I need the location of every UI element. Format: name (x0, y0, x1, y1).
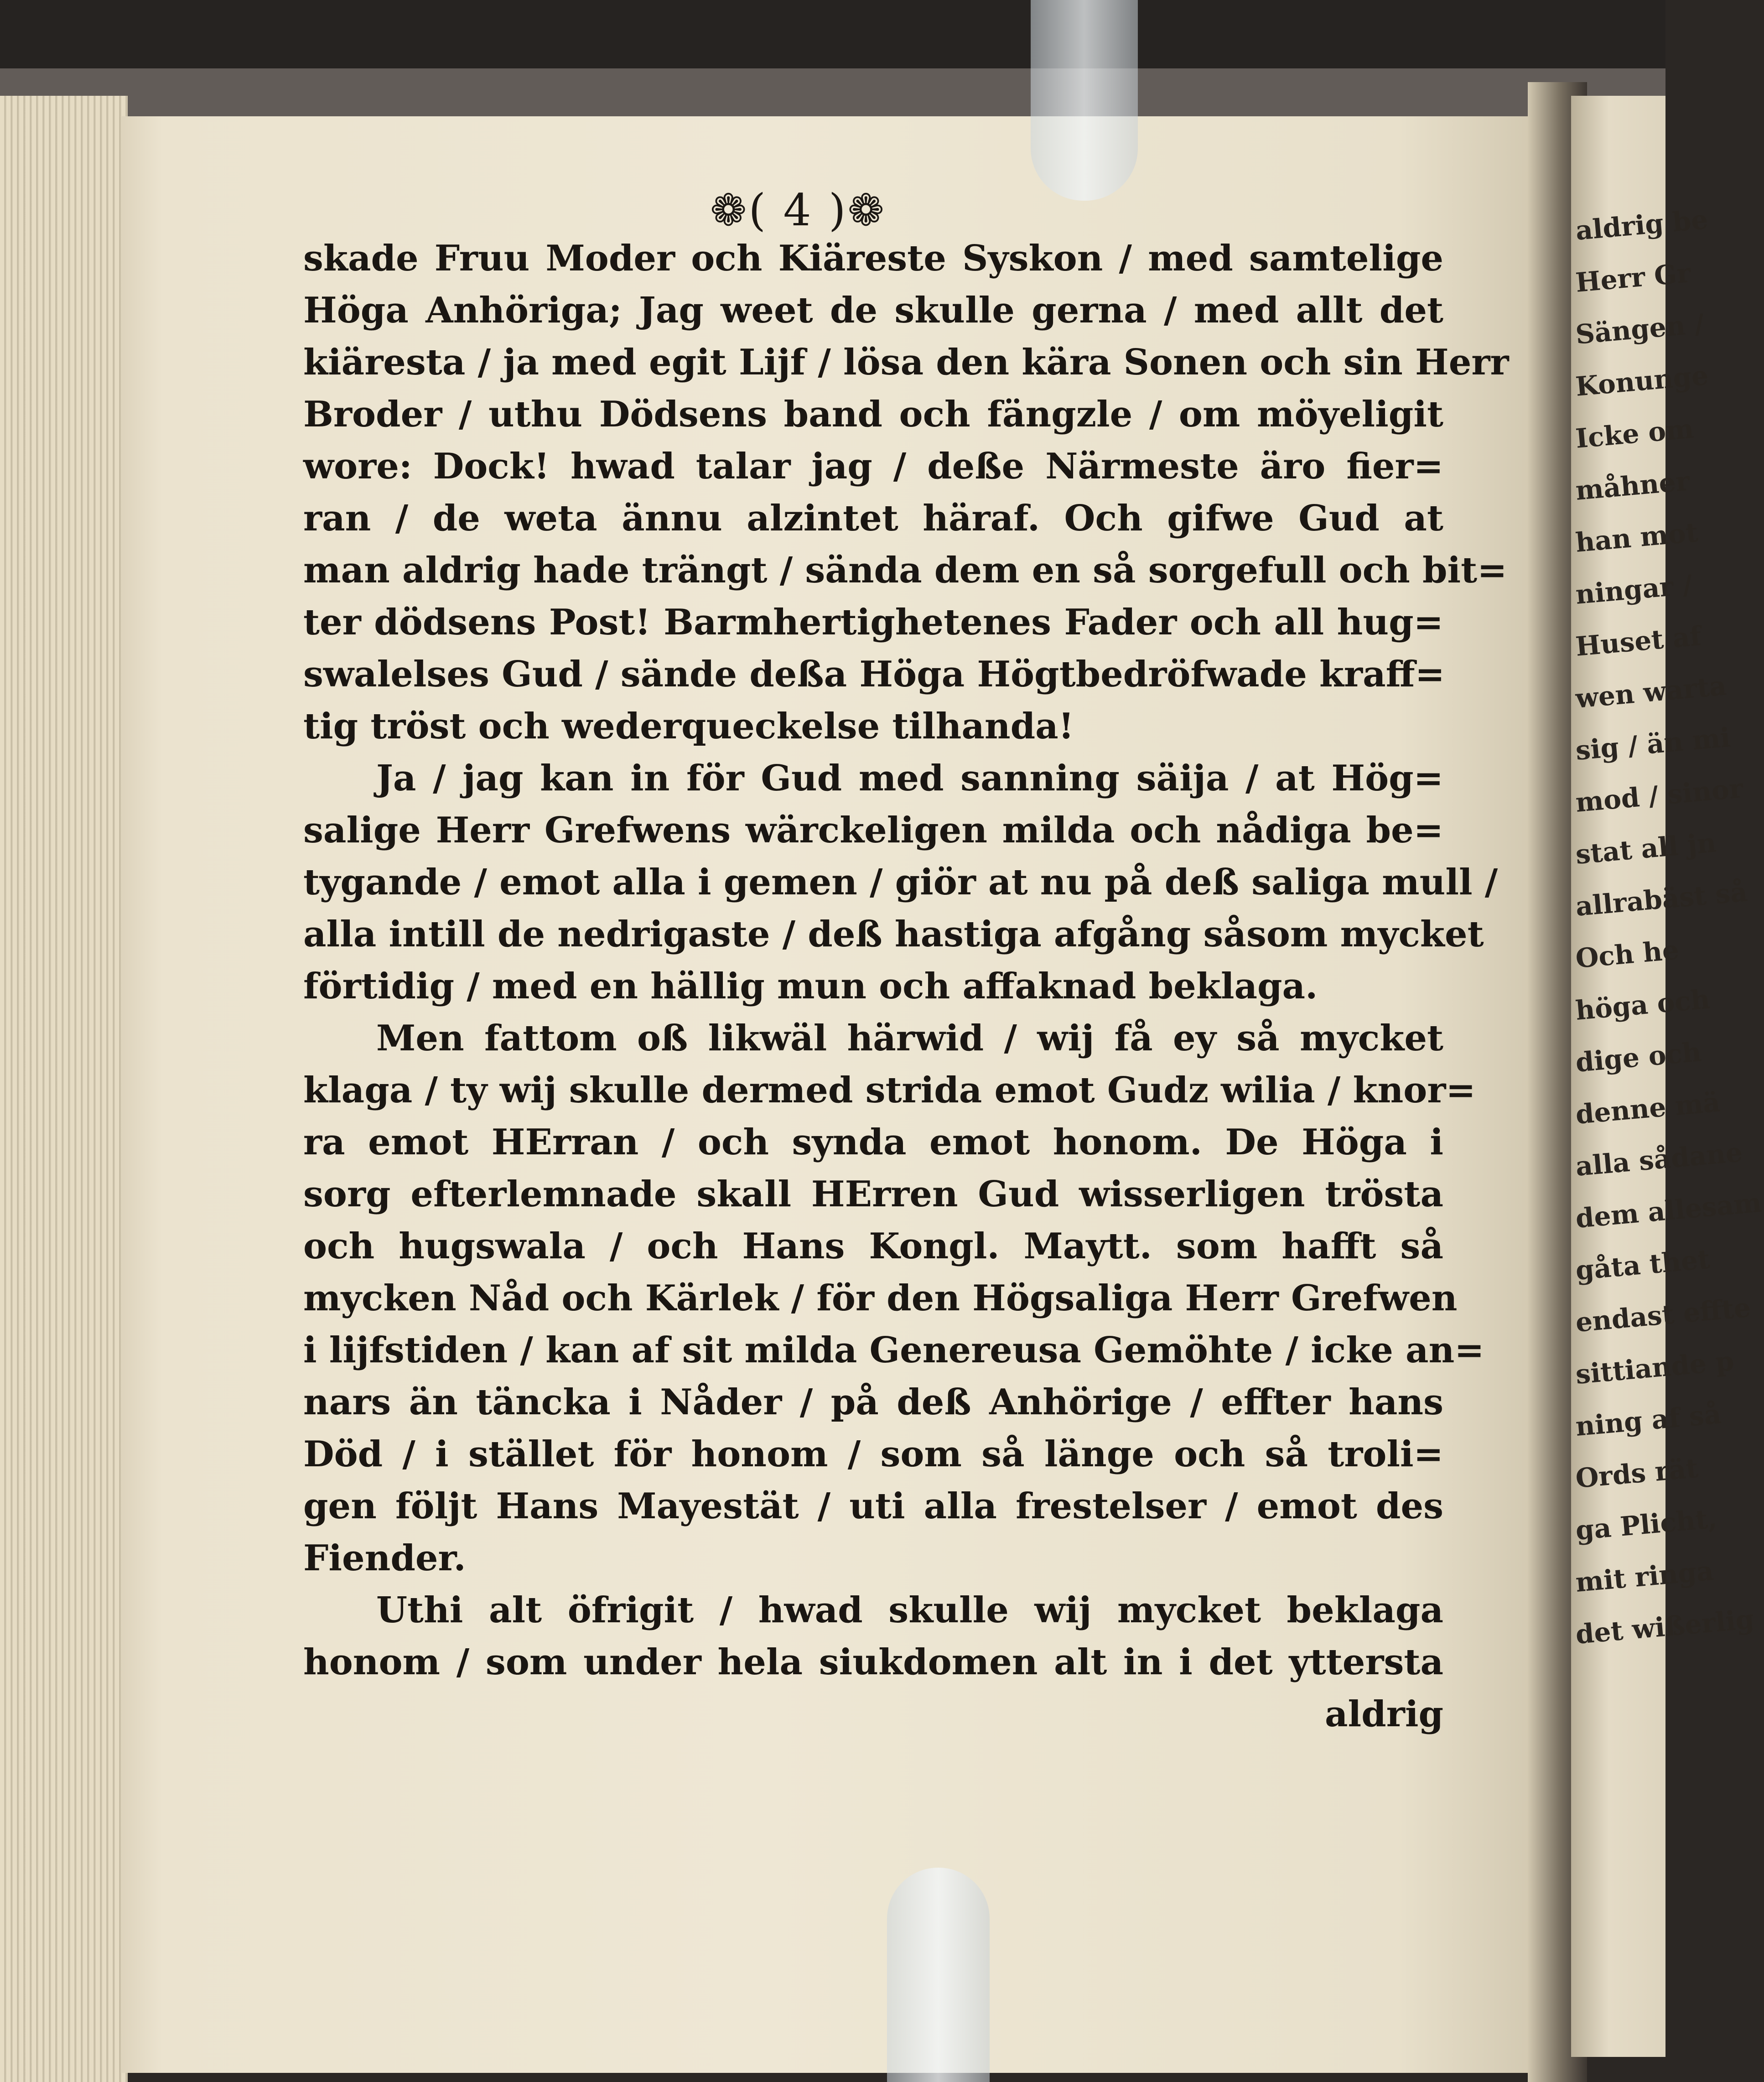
adjacent-line: ga Plicht, (1574, 1503, 1718, 1546)
adjacent-line: allrabäst så (1574, 876, 1749, 922)
text-line: wore: Dock! hwad talar jag / deße Närmeste äro fier= (303, 446, 1443, 487)
adjacent-line: Och he (1574, 934, 1681, 974)
text-line: och hugswala / och Hans Kongl. Maytt. som hafft så (303, 1225, 1443, 1267)
text-line: Fiender. (303, 1537, 466, 1579)
book-cover-edge (0, 68, 1665, 119)
text-line: kiäresta / ja med egit Lijf / lösa den kära Sonen och sin Herr (303, 342, 1509, 383)
text-line: Höga Anhöriga; Jag weet de skulle gerna / med allt det (303, 290, 1443, 331)
text-line: förtidig / med en hällig mun och affaknad beklaga. (303, 966, 1318, 1007)
page-number-header: ❁( 4 )❁ (710, 185, 886, 236)
adjacent-page (1571, 96, 1763, 2057)
page-clip-top (1031, 0, 1138, 201)
adjacent-line: stat all jn (1574, 827, 1717, 870)
text-line: tig tröst och wederqueckelse tilhanda! (303, 706, 1074, 747)
adjacent-line: Icke om (1574, 413, 1695, 454)
adjacent-line: dem allesam (1574, 1187, 1763, 1234)
background-top (0, 0, 1665, 78)
adjacent-line: höga och (1574, 983, 1712, 1026)
text-line: Ja / jag kan in för Gud med sanning säija / at Hög= (376, 758, 1443, 799)
text-line: ra emot HErran / och synda emot honom. De Höga i (303, 1121, 1443, 1163)
text-line: tygande / emot alla i gemen / giör at nu på deß saliga mull / (303, 862, 1498, 903)
adjacent-line: wen warta (1574, 670, 1728, 714)
text-line: i lijfstiden / kan af sit milda Genereusa Gemöhte / icke an= (303, 1329, 1484, 1371)
page-edges (0, 96, 128, 2082)
text-line: skade Fruu Moder och Kiäreste Syskon / med samtelige (303, 238, 1443, 279)
text-line: man aldrig hade trängt / sända dem en så sorgefull och bit= (303, 550, 1507, 591)
text-line: swalelses Gud / sände deßa Höga Högtbedröfwade kraff= (303, 654, 1445, 695)
adjacent-line: aldrig be (1574, 203, 1709, 246)
adjacent-line: ning af så (1574, 1398, 1722, 1442)
adjacent-line: mod / sinor (1574, 773, 1744, 818)
text-line: alla intill de nedrigaste / deß hastiga afgång såsom mycket (303, 914, 1484, 955)
text-line: ran / de weta ännu alzintet häraf. Och gifwe Gud at (303, 498, 1443, 539)
adjacent-line: sig / än mi (1574, 722, 1732, 766)
adjacent-line: ningar / (1574, 569, 1694, 610)
adjacent-line: Herr Gr (1574, 257, 1692, 298)
adjacent-line: Ords rät (1574, 1452, 1700, 1494)
text-line: mycken Nåd och Kärlek / för den Högsaliga Herr Grefwen (303, 1277, 1458, 1319)
adjacent-line: gåta thet (1574, 1243, 1712, 1286)
adjacent-line: alla sådane (1574, 1137, 1744, 1182)
adjacent-line: mit ringa (1574, 1555, 1715, 1598)
adjacent-line: dige och (1574, 1036, 1703, 1078)
text-line: salige Herr Grefwens wärckeligen milda och nådiga be= (303, 810, 1443, 851)
page-clip-bottom (887, 1868, 990, 2082)
adjacent-line: det wißerlig (1574, 1604, 1755, 1650)
text-line: Broder / uthu Dödsens band och fängzle / om möyeligit (303, 394, 1443, 435)
text-line: honom / som under hela siukdomen alt in i det yttersta (303, 1641, 1443, 1683)
text-line: sorg efterlemnade skall HErren Gud wisserligen trösta (303, 1173, 1443, 1215)
adjacent-line: sittiande p (1574, 1345, 1735, 1390)
adjacent-line: endast effte (1574, 1292, 1752, 1338)
adjacent-line: måhner (1574, 465, 1691, 506)
adjacent-line: Huset af (1574, 620, 1702, 662)
text-line: Uthi alt öfrigit / hwad skulle wij mycket beklaga (376, 1589, 1443, 1631)
body-text (303, 233, 1509, 1740)
text-line: klaga / ty wij skulle dermed strida emot Gudz wilia / knor= (303, 1070, 1476, 1111)
catchword: aldrig (1325, 1693, 1443, 1735)
text-line: Men fattom oß likwäl härwid / wij få ey så mycket (376, 1018, 1443, 1059)
text-line: gen följt Hans Mayestät / uti alla frestelser / emot des (303, 1485, 1443, 1527)
adjacent-line: Konunge (1574, 359, 1710, 402)
text-line: Död / i stället för honom / som så länge och så troli= (303, 1433, 1443, 1475)
adjacent-line: Sängen / (1574, 308, 1706, 350)
text-line: nars än täncka i Nåder / på deß Anhörige / effter hans (303, 1381, 1443, 1423)
adjacent-line: denne mä (1574, 1086, 1722, 1130)
text-line: ter dödsens Post! Barmhertighetenes Fader och all hug= (303, 602, 1443, 643)
adjacent-line: han mot (1574, 516, 1699, 558)
